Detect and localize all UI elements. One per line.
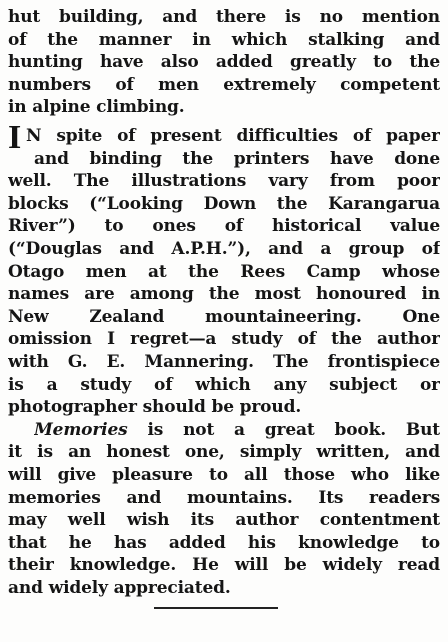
body-text-line: New Zealand mountaineering. One (8, 306, 440, 327)
body-text-line: River”) to ones of historical value (8, 216, 440, 237)
body-text-line: is a study of which any subject or (8, 374, 440, 395)
body-text-line: their knowledge. He will be widely read (8, 555, 440, 576)
body-text-line: of the manner in which stalking and (8, 29, 440, 50)
body-text-line: blocks (“Looking Down the Karangarua (8, 193, 440, 214)
body-text-line: hut building, and there is no mention (8, 7, 440, 27)
body-text-line: hunting have also added greatly to the (8, 52, 440, 73)
body-text-line: N spite of present difficulties of paper (26, 126, 440, 146)
section-divider (154, 607, 278, 609)
body-text-line: (“Douglas and A.P.H.”), and a group of (8, 239, 440, 259)
body-text-line: names are among the most honoured in (8, 284, 440, 305)
body-text-line: and widely appreciated. (8, 578, 231, 598)
body-text-line: numbers of men extremely competent (8, 74, 440, 95)
drop-cap: I (8, 119, 22, 156)
body-text-line: in alpine climbing. (8, 97, 185, 118)
body-text-line: Otago men at the Rees Camp whose (8, 261, 440, 282)
book-title: Memories (34, 419, 128, 440)
body-text-fragment: is not a great book. But (127, 419, 440, 440)
body-text-line: with G. E. Mannering. The frontispiece (8, 352, 440, 372)
body-text-line: omission I regret—a study of the author (8, 329, 440, 350)
body-text-line (34, 419, 440, 441)
body-text-line: it is an honest one, simply written, and (8, 442, 440, 463)
body-text-line: well. The illustrations vary from poor (8, 171, 440, 192)
body-text-line: and binding the printers have done (34, 148, 440, 169)
body-text-line: may well wish its author contentment (8, 510, 440, 531)
body-text-line: memories and mountains. Its readers (8, 487, 440, 508)
body-text-line: will give pleasure to all those who like (8, 465, 440, 485)
body-text-line: photographer should be proud. (8, 397, 302, 418)
body-text-line: that he has added his knowledge to (8, 532, 440, 553)
